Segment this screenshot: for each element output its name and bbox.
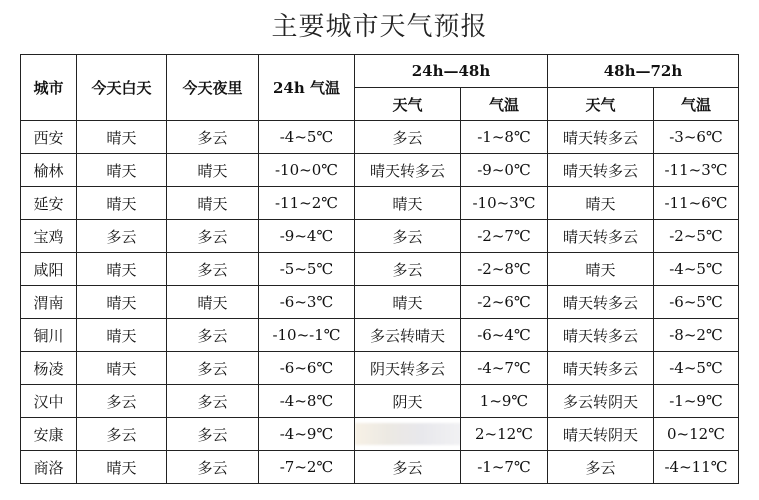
cell-today-day: 晴天 — [77, 253, 167, 286]
cell-city: 汉中 — [21, 385, 77, 418]
cell-weather-48h: 晴天转多云 — [355, 154, 461, 187]
cell-today-night: 多云 — [167, 220, 259, 253]
cell-weather-72h: 晴天转多云 — [548, 121, 654, 154]
cell-today-night: 晴天 — [167, 187, 259, 220]
cell-weather-48h: 多云 — [355, 220, 461, 253]
cell-city: 商洛 — [21, 451, 77, 484]
cell-temp-48h: -1~8℃ — [461, 121, 548, 154]
cell-today-night: 晴天 — [167, 286, 259, 319]
header-temp-72: 气温 — [654, 88, 739, 121]
cell-weather-72h: 晴天转多云 — [548, 286, 654, 319]
cell-today-day: 晴天 — [77, 352, 167, 385]
cell-today-night: 多云 — [167, 418, 259, 451]
cell-temp-72h: -2~5℃ — [654, 220, 739, 253]
header-weather-48: 天气 — [355, 88, 461, 121]
cell-today-night: 多云 — [167, 352, 259, 385]
cell-temp-48h: 1~9℃ — [461, 385, 548, 418]
cell-today-day: 晴天 — [77, 286, 167, 319]
cell-weather-48h: 多云转晴天 — [355, 319, 461, 352]
cell-city: 铜川 — [21, 319, 77, 352]
header-group-24-48: 24h—48h — [355, 55, 548, 88]
cell-today-day: 多云 — [77, 220, 167, 253]
cell-city: 榆林 — [21, 154, 77, 187]
page-title: 主要城市天气预报 — [271, 12, 488, 42]
cell-temp-24h: -10~0℃ — [259, 154, 355, 187]
table-row — [21, 253, 739, 286]
cell-temp-72h: -6~5℃ — [654, 286, 739, 319]
cell-today-night: 多云 — [167, 253, 259, 286]
cell-weather-72h: 晴天转多云 — [548, 220, 654, 253]
cell-weather-72h: 晴天转多云 — [548, 352, 654, 385]
cell-temp-48h: -9~0℃ — [461, 154, 548, 187]
forecast-table — [20, 54, 739, 484]
cell-temp-72h: -3~6℃ — [654, 121, 739, 154]
table-row — [21, 385, 739, 418]
cell-weather-72h: 晴天 — [548, 187, 654, 220]
header-today-night: 今天夜里 — [167, 55, 259, 121]
cell-temp-48h: 2~12℃ — [461, 418, 548, 451]
cell-weather-72h: 多云 — [548, 451, 654, 484]
cell-city: 杨凌 — [21, 352, 77, 385]
cell-temp-72h: -11~6℃ — [654, 187, 739, 220]
cell-city: 咸阳 — [21, 253, 77, 286]
redacted-cell — [355, 423, 461, 445]
cell-weather-48h: 多云 — [355, 451, 461, 484]
cell-weather-48h: 多云 — [355, 121, 461, 154]
cell-temp-24h: -4~9℃ — [259, 418, 355, 451]
cell-today-night: 多云 — [167, 121, 259, 154]
cell-today-day: 晴天 — [77, 121, 167, 154]
table-row — [21, 451, 739, 484]
cell-temp-24h: -4~5℃ — [259, 121, 355, 154]
cell-today-night: 多云 — [167, 451, 259, 484]
table-row — [21, 121, 739, 154]
cell-city: 安康 — [21, 418, 77, 451]
cell-temp-72h: -4~5℃ — [654, 253, 739, 286]
header-temp-24h: 24h 气温 — [259, 55, 355, 121]
cell-weather-48h: 晴天 — [355, 187, 461, 220]
cell-city: 渭南 — [21, 286, 77, 319]
cell-today-day: 晴天 — [77, 451, 167, 484]
cell-today-day: 晴天 — [77, 319, 167, 352]
cell-temp-72h: 0~12℃ — [654, 418, 739, 451]
cell-temp-48h: -2~6℃ — [461, 286, 548, 319]
cell-city: 宝鸡 — [21, 220, 77, 253]
cell-temp-24h: -10~-1℃ — [259, 319, 355, 352]
cell-temp-24h: -11~2℃ — [259, 187, 355, 220]
table-row — [21, 220, 739, 253]
cell-city: 延安 — [21, 187, 77, 220]
cell-today-day: 多云 — [77, 418, 167, 451]
cell-temp-72h: -11~3℃ — [654, 154, 739, 187]
cell-weather-48h: 多云 — [355, 253, 461, 286]
header-temp-48: 气温 — [461, 88, 548, 121]
table-row — [21, 154, 739, 187]
table-row — [21, 352, 739, 385]
cell-temp-24h: -9~4℃ — [259, 220, 355, 253]
header-group-48-72: 48h—72h — [548, 55, 739, 88]
cell-weather-72h: 晴天转多云 — [548, 154, 654, 187]
cell-today-night: 多云 — [167, 319, 259, 352]
cell-weather-72h: 晴天转阴天 — [548, 418, 654, 451]
table-row — [21, 187, 739, 220]
cell-weather-48h: 阴天 — [355, 385, 461, 418]
table-row — [21, 319, 739, 352]
cell-temp-24h: -4~8℃ — [259, 385, 355, 418]
cell-today-night: 晴天 — [167, 154, 259, 187]
cell-temp-72h: -1~9℃ — [654, 385, 739, 418]
cell-temp-72h: -4~11℃ — [654, 451, 739, 484]
cell-temp-48h: -4~7℃ — [461, 352, 548, 385]
cell-temp-24h: -6~3℃ — [259, 286, 355, 319]
table-row — [21, 286, 739, 319]
cell-temp-72h: -8~2℃ — [654, 319, 739, 352]
header-city: 城市 — [21, 55, 77, 121]
cell-today-day: 多云 — [77, 385, 167, 418]
cell-today-night: 多云 — [167, 385, 259, 418]
cell-temp-24h: -5~5℃ — [259, 253, 355, 286]
table-row — [21, 418, 739, 451]
cell-today-day: 晴天 — [77, 187, 167, 220]
cell-weather-72h: 晴天转多云 — [548, 319, 654, 352]
cell-today-day: 晴天 — [77, 154, 167, 187]
cell-temp-48h: -2~8℃ — [461, 253, 548, 286]
cell-weather-72h: 多云转阴天 — [548, 385, 654, 418]
cell-weather-48h: 晴天 — [355, 286, 461, 319]
cell-temp-24h: -7~2℃ — [259, 451, 355, 484]
cell-weather-48h: 阴天转多云 — [355, 352, 461, 385]
header-weather-72: 天气 — [548, 88, 654, 121]
cell-temp-72h: -4~5℃ — [654, 352, 739, 385]
cell-temp-24h: -6~6℃ — [259, 352, 355, 385]
cell-city: 西安 — [21, 121, 77, 154]
cell-temp-48h: -6~4℃ — [461, 319, 548, 352]
header-today-day: 今天白天 — [77, 55, 167, 121]
cell-weather-72h: 晴天 — [548, 253, 654, 286]
cell-weather-48h — [355, 418, 461, 451]
cell-temp-48h: -10~3℃ — [461, 187, 548, 220]
cell-temp-48h: -1~7℃ — [461, 451, 548, 484]
cell-temp-48h: -2~7℃ — [461, 220, 548, 253]
